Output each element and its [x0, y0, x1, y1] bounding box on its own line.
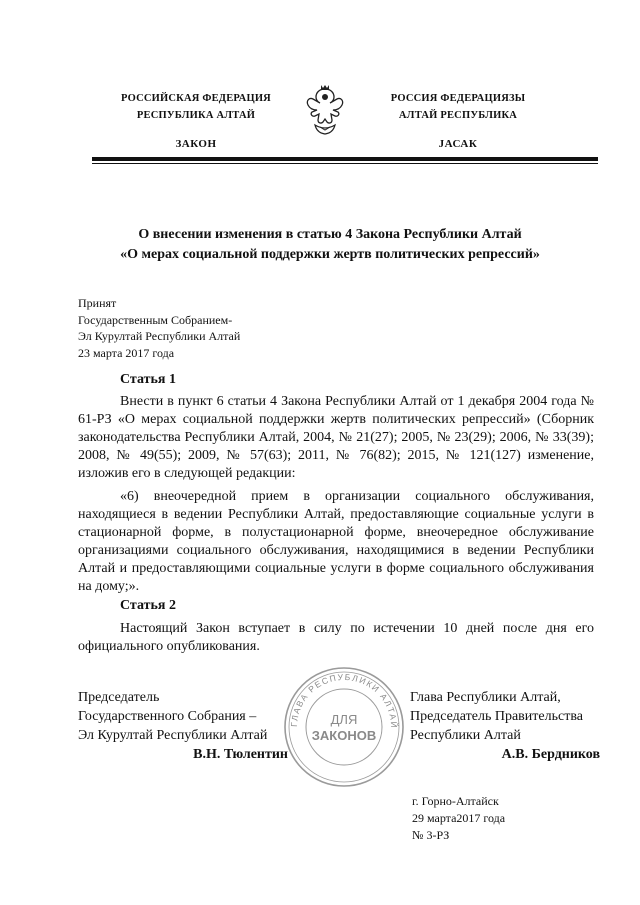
article1-heading: Статья 1	[120, 372, 176, 387]
header-left-law: ЗАКОН	[175, 138, 217, 150]
header-divider-thin	[92, 163, 598, 164]
place-date: 29 марта2017 года	[412, 811, 506, 825]
signature-right-name: А.В. Бердников	[501, 747, 600, 762]
seal-ring-text: ГЛАВА РЕСПУБЛИКИ АЛТАЙ	[288, 671, 400, 730]
signature-left-name: В.Н. Тюлентин	[193, 747, 288, 762]
seal-center-top: ДЛЯ	[330, 712, 358, 727]
adoption-line1: Принят	[78, 296, 117, 310]
emblem-icon	[303, 83, 347, 135]
header-right-law: ЈАСАК	[438, 138, 478, 150]
article1-paragraph2: «6) внеочередной прием в организации социального обслуживания, находящиеся в ведении Республики Алтай, предоставляющие социальные услуги в стационарной форме, в полустационарной форме, внеочередное обслуживание организациями социального обслуживания, находящимися в ведении Республики Алтай и предоставляющими социальные услуги в форме социального обслуживания на дому;».	[78, 489, 594, 594]
header-left-republic: РЕСПУБЛИКА АЛТАЙ	[136, 110, 256, 121]
signature-right-line1: Глава Республики Алтай,	[410, 690, 561, 705]
header-right	[358, 90, 558, 153]
seal-center-bottom: ЗАКОНОВ	[311, 728, 377, 743]
article2-heading: Статья 2	[120, 598, 176, 613]
place-date-number	[412, 793, 505, 844]
signature-right-line3: Республики Алтай	[410, 728, 521, 743]
law-title-line2: «О мерах социальной поддержки жертв политических репрессий»	[120, 247, 540, 262]
adoption-note	[78, 295, 240, 361]
signature-right-line2: Председатель Правительства	[410, 709, 583, 724]
header-right-republic: АЛТАЙ РЕСПУБЛИКА	[398, 110, 518, 121]
place-city: г. Горно-Алтайск	[412, 794, 499, 808]
article1-paragraph1: Внести в пункт 6 статьи 4 Закона Республики Алтай от 1 декабря 2004 года № 61-РЗ «О мерах социальной поддержки жертв политических репрессий» (Сборник законодательства Республики Алтай, 2004, № 21(27); 2005, № 23(29); 2006, № 33(39); 2008, № 49(55); 2009, № 57(63); 2011, № 76(82); 2015, № 121(127) изменение, изложив его в следующей редакции:	[78, 394, 594, 481]
adoption-line3: Эл Курултай Республики Алтай	[78, 329, 241, 343]
signature-left-line3: Эл Курултай Республики Алтай	[78, 728, 268, 743]
law-title	[80, 225, 580, 265]
article2-paragraph: Настоящий Закон вступает в силу по истечении 10 дней после дня его официального опубликования.	[78, 621, 594, 654]
adoption-date: 23 марта 2017 года	[78, 345, 175, 360]
law-title-line1: О внесении изменения в статью 4 Закона Республики Алтай	[138, 227, 522, 242]
header-right-country: РОССИЯ ФЕДЕРАЦИЯЗЫ	[390, 93, 526, 104]
header-left	[96, 90, 296, 153]
signature-left-line1: Председатель	[78, 690, 160, 705]
header-divider-thick	[92, 157, 598, 161]
signature-left-line2: Государственного Собрания –	[78, 709, 257, 724]
signature-left	[78, 688, 288, 764]
law-number: № 3-РЗ	[412, 828, 450, 842]
header-left-country: РОССИЙСКАЯ ФЕДЕРАЦИЯ	[121, 93, 271, 104]
adoption-line2: Государственным Собранием-	[78, 312, 233, 327]
signature-right	[410, 688, 600, 764]
official-seal	[282, 665, 406, 789]
